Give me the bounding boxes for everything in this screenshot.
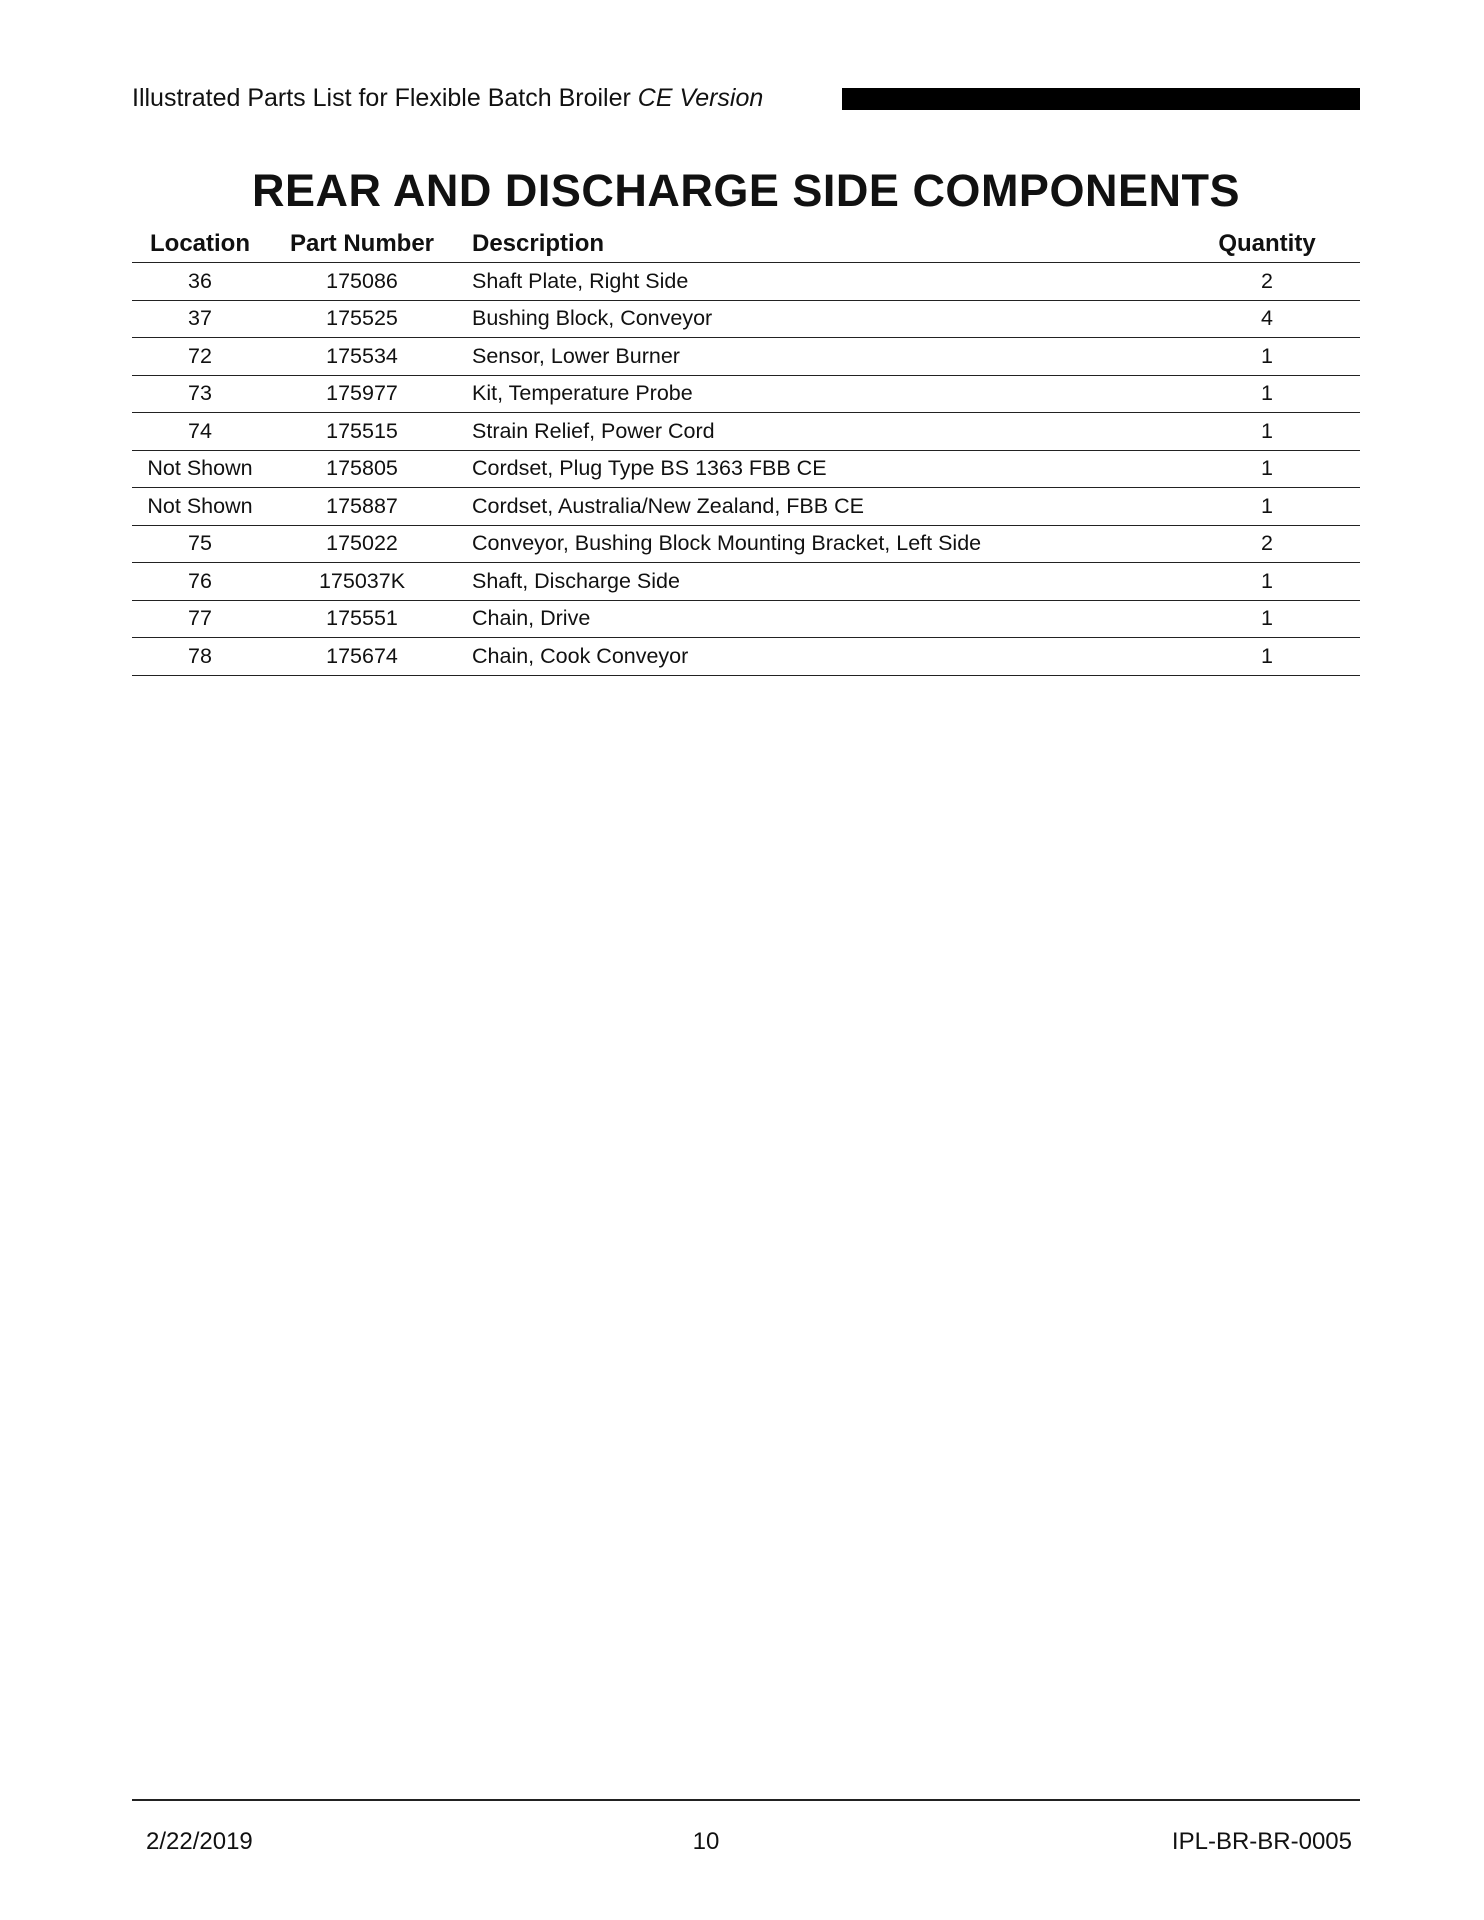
cell-part-number: 175086: [268, 263, 456, 301]
page-title: REAR AND DISCHARGE SIDE COMPONENTS: [252, 165, 1240, 216]
cell-quantity: 1: [1174, 413, 1360, 451]
cell-part-number: 175805: [268, 450, 456, 488]
cell-location: 72: [132, 338, 268, 376]
cell-location: Not Shown: [132, 450, 268, 488]
cell-part-number: 175551: [268, 600, 456, 638]
footer-page-number: 10: [692, 1828, 720, 1855]
cell-quantity: 4: [1174, 300, 1360, 338]
table-row: [132, 488, 1360, 526]
footer-divider: [132, 1799, 1360, 1801]
table-row: [132, 375, 1360, 413]
cell-quantity: 1: [1174, 338, 1360, 376]
cell-quantity: 1: [1174, 375, 1360, 413]
cell-quantity: 1: [1174, 638, 1360, 676]
footer-doc-id: IPL-BR-BR-0005: [1171, 1828, 1352, 1855]
cell-location: 78: [132, 638, 268, 676]
cell-description: Cordset, Australia/New Zealand, FBB CE: [456, 488, 1174, 526]
header-title-italic: CE Version: [637, 84, 764, 112]
cell-part-number: 175534: [268, 338, 456, 376]
column-header-description: Description: [456, 225, 1174, 263]
parts-table: [132, 225, 1360, 676]
cell-description: Chain, Drive: [456, 600, 1174, 638]
cell-quantity: 1: [1174, 450, 1360, 488]
header-title-plain: Illustrated Parts List for Flexible Batch Broiler: [132, 84, 631, 112]
cell-description: Conveyor, Bushing Block Mounting Bracket, Left Side: [456, 525, 1174, 563]
table-row: [132, 338, 1360, 376]
cell-location: Not Shown: [132, 488, 268, 526]
cell-description: Chain, Cook Conveyor: [456, 638, 1174, 676]
cell-part-number: 175977: [268, 375, 456, 413]
cell-part-number: 175022: [268, 525, 456, 563]
cell-location: 77: [132, 600, 268, 638]
table-row: [132, 563, 1360, 601]
cell-quantity: 1: [1174, 600, 1360, 638]
cell-description: Shaft, Discharge Side: [456, 563, 1174, 601]
cell-part-number: 175674: [268, 638, 456, 676]
cell-location: 75: [132, 525, 268, 563]
cell-part-number: 175515: [268, 413, 456, 451]
cell-location: 76: [132, 563, 268, 601]
table-row: [132, 413, 1360, 451]
table-row: [132, 300, 1360, 338]
cell-quantity: 1: [1174, 563, 1360, 601]
cell-part-number: 175037K: [268, 563, 456, 601]
cell-quantity: 2: [1174, 525, 1360, 563]
cell-description: Cordset, Plug Type BS 1363 FBB CE: [456, 450, 1174, 488]
cell-quantity: 2: [1174, 263, 1360, 301]
column-header-quantity: Quantity: [1174, 225, 1360, 263]
cell-part-number: 175887: [268, 488, 456, 526]
column-header-part-number: Part Number: [268, 225, 456, 263]
table-row: [132, 638, 1360, 676]
cell-description: Kit, Temperature Probe: [456, 375, 1174, 413]
cell-location: 37: [132, 300, 268, 338]
footer-date: 2/22/2019: [146, 1828, 253, 1855]
table-row: [132, 263, 1360, 301]
header-title: [132, 80, 763, 116]
cell-description: Shaft Plate, Right Side: [456, 263, 1174, 301]
header-rule-bar: [842, 88, 1360, 110]
page-header: [132, 80, 1360, 116]
cell-quantity: 1: [1174, 488, 1360, 526]
cell-description: Bushing Block, Conveyor: [456, 300, 1174, 338]
cell-description: Strain Relief, Power Cord: [456, 413, 1174, 451]
cell-location: 36: [132, 263, 268, 301]
cell-location: 73: [132, 375, 268, 413]
cell-location: 74: [132, 413, 268, 451]
table-header-row: [132, 225, 1360, 263]
cell-description: Sensor, Lower Burner: [456, 338, 1174, 376]
column-header-location: Location: [132, 225, 268, 263]
cell-part-number: 175525: [268, 300, 456, 338]
table-row: [132, 525, 1360, 563]
table-row: [132, 600, 1360, 638]
table-row: [132, 450, 1360, 488]
